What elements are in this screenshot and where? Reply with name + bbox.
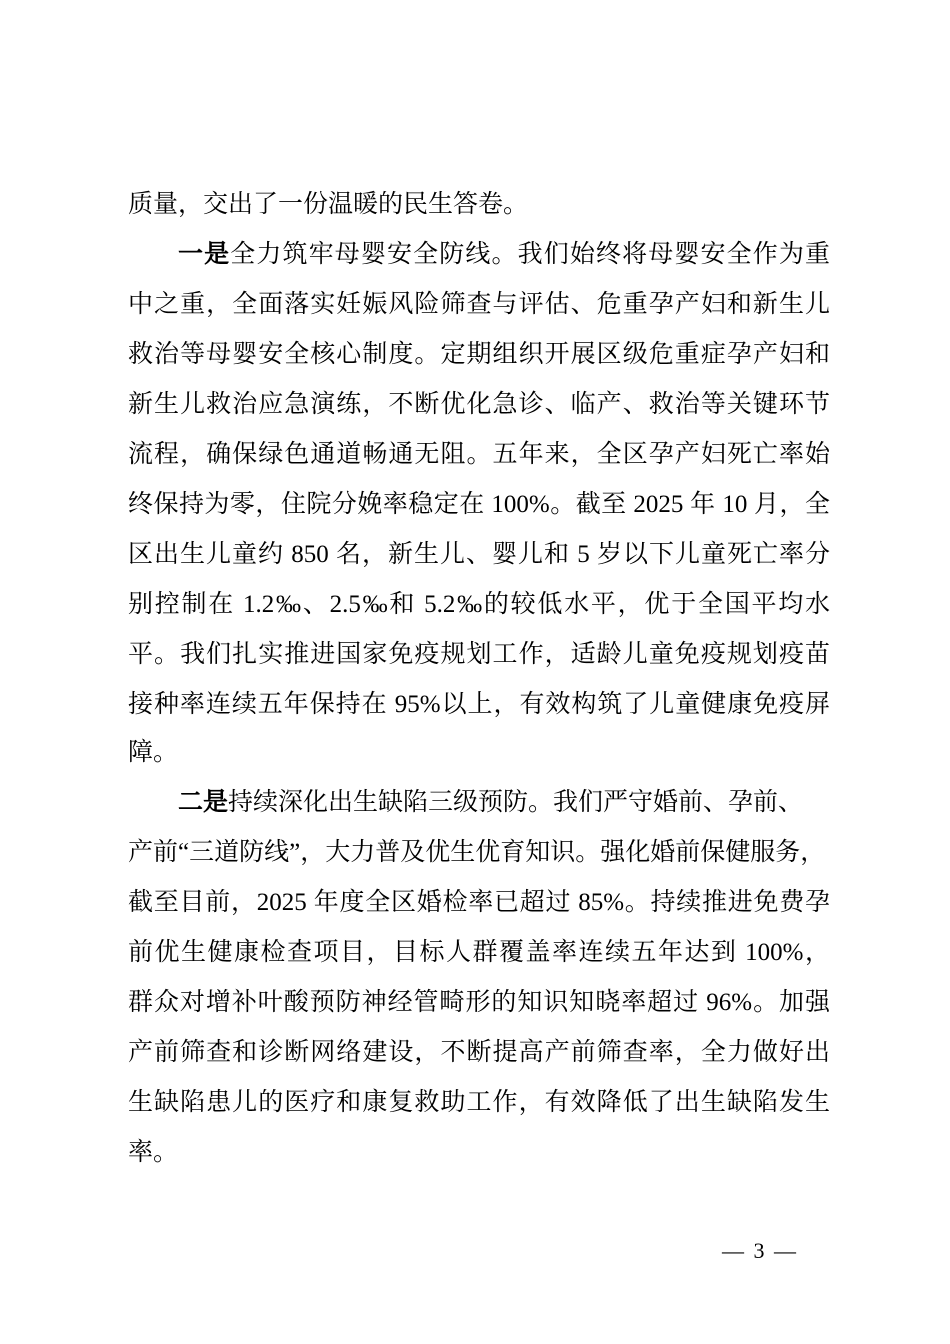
- paragraph-line: 平。我们扎实推进国家免疫规划工作，适龄儿童免疫规划疫苗: [128, 641, 830, 668]
- paragraph-line: 新生儿救治应急演练，不断优化急诊、临产、救治等关键环节: [128, 391, 830, 418]
- page-number: — 3 —: [722, 1238, 798, 1263]
- paragraph-line: 产前“三道防线”，大力普及优生优育知识。强化婚前保健服务，: [128, 839, 826, 866]
- paragraph-line: 产前筛查和诊断网络建设，不断提高产前筛查率，全力做好出: [128, 1039, 830, 1066]
- paragraph-line: [178, 788, 918, 818]
- paragraph-line: [178, 240, 830, 270]
- paragraph-line: 接种率连续五年保持在 95%以上，有效构筑了儿童健康免疫屏: [128, 691, 830, 718]
- paragraph-lead: 二是: [178, 789, 229, 816]
- paragraph-line: 中之重，全面落实妊娠风险筛查与评估、危重孕产妇和新生儿: [128, 291, 830, 318]
- paragraph-line: 质量，交出了一份温暖的民生答卷。: [128, 191, 529, 218]
- paragraph-line: 区出生儿童约 850 名，新生儿、婴儿和 5 岁以下儿童死亡率分: [128, 541, 830, 568]
- paragraph-line: 前优生健康检查项目，目标人群覆盖率连续五年达到 100%，: [128, 939, 830, 966]
- paragraph-lead: 一是: [178, 241, 231, 268]
- paragraph-line: 别控制在 1.2‰、2.5‰和 5.2‰的较低水平，优于全国平均水: [128, 591, 830, 618]
- paragraph-text: 全力筑牢母婴安全防线。我们始终将母婴安全作为重: [230, 241, 830, 268]
- paragraph-line: 率。: [128, 1139, 179, 1166]
- paragraph-line: 生缺陷患儿的医疗和康复救助工作，有效降低了出生缺陷发生: [128, 1089, 830, 1116]
- paragraph-line: 流程，确保绿色通道畅通无阻。五年来，全区孕产妇死亡率始: [128, 441, 830, 468]
- paragraph-text: 持续深化出生缺陷三级预防。我们严守婚前、孕前、: [228, 789, 804, 816]
- paragraph-line: 救治等母婴安全核心制度。定期组织开展区级危重症孕产妇和: [128, 341, 830, 368]
- paragraph-line: 群众对增补叶酸预防神经管畸形的知识知晓率超过 96%。加强: [128, 989, 830, 1016]
- paragraph-line: 截至目前，2025 年度全区婚检率已超过 85%。持续推进免费孕: [128, 889, 830, 916]
- paragraph-line: 障。: [128, 739, 179, 766]
- paragraph-line: 终保持为零，住院分娩率稳定在 100%。截至 2025 年 10 月，全: [128, 491, 830, 518]
